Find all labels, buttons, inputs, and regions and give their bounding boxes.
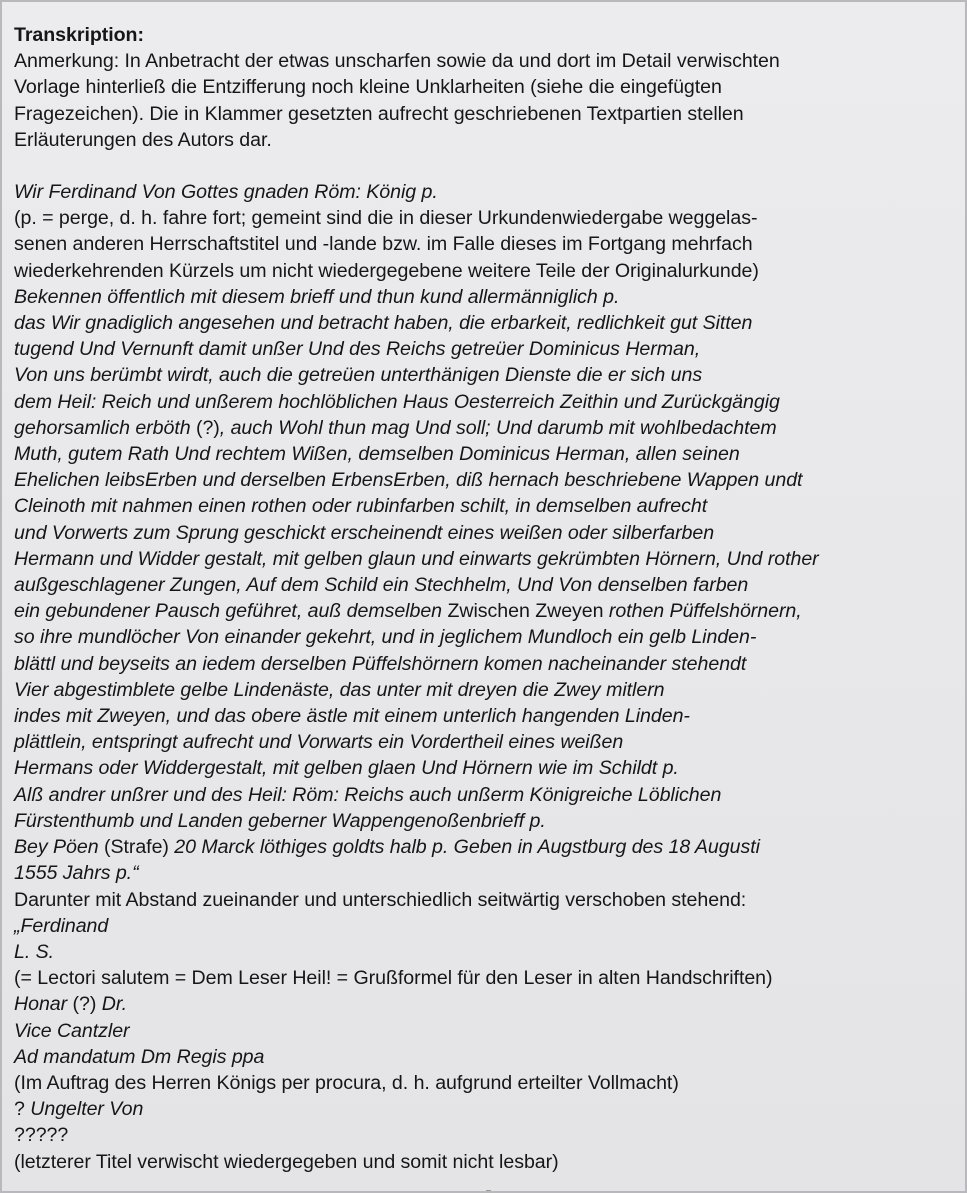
document-line: Cleinoth mit nahmen einen rothen oder rubinfarben schilt, in demselben aufrecht — [14, 495, 708, 518]
uncertainty-mark: (?) — [195, 416, 220, 439]
signature-segment: Dr. — [96, 993, 127, 1016]
note-line: Fragezeichen). Die in Klammer gesetzten aufrecht geschriebenen Textpartien stellen — [14, 102, 744, 125]
illegible-title: ????? — [14, 1124, 69, 1147]
document-line: blättl und beyseits an iedem derselben Püffelshörnern komen nacheinander stehendt — [14, 652, 747, 675]
document-line: dem Heil: Reich und unßerem hochlöblichen Haus Oesterreich Zeithin und Zurückgängig — [14, 390, 780, 413]
document-line: Alß andrer unßrer und des Heil: Röm: Reichs auch unßerm Königreiche Löblichen — [14, 783, 722, 806]
scan-speck — [486, 1190, 491, 1191]
document-segment: rothen Püffelshörnern, — [603, 600, 802, 623]
uncertainty-mark: ? — [14, 1098, 31, 1121]
seal-abbreviation: L. S. — [14, 940, 55, 963]
document-line — [14, 598, 964, 624]
document-line: Ehelichen leibsErben und derselben ErbensErben, diß hernach beschriebene Wappen undt — [14, 469, 803, 492]
signature-segment: Honar — [14, 993, 73, 1016]
document-line: tugend Und Vernunft damit unßer Und des Reichs getreüer Dominicus Herman, — [14, 338, 701, 361]
document-segment: 20 Marck löthiges goldts halb p. Geben in Augstburg des 18 Augusti — [168, 836, 760, 859]
document-line — [14, 415, 964, 441]
document-segment: Bey Pöen — [14, 836, 104, 859]
document-line: Wir Ferdinand Von Gottes gnaden Röm: König p. — [14, 181, 438, 204]
explanation-segment: (Strafe) — [103, 836, 169, 859]
document-line: das Wir gnadiglich angesehen und betracht haben, die erbarkeit, redlichkeit gut Sitten — [14, 312, 753, 335]
explanation-line: wiederkehrenden Kürzels um nicht wiedergegebene weitere Teile der Originalurkunde) — [14, 259, 759, 282]
transcription-text — [14, 22, 964, 1175]
page-title: Transkription: — [14, 24, 144, 46]
document-line: Von uns berümbt wirdt, auch die getreüen unterthänigen Dienste die er sich uns — [14, 364, 703, 387]
document-line: Fürstenthumb und Landen geberner Wappengenoßenbrieff p. — [14, 809, 546, 832]
final-explanation: (letzterer Titel verwischt wiedergegeben und somit nicht lesbar) — [14, 1150, 559, 1173]
document-line: Hermans oder Widdergestalt, mit gelben glaen Und Hörnern wie im Schildt p. — [14, 757, 679, 780]
signature-segment: Ungelter Von — [30, 1098, 144, 1121]
note-line: Vorlage hinterließ die Entzifferung noch kleine Unklarheiten (siehe die eingefügten — [14, 76, 722, 99]
document-line: indes mit Zweyen, und das obere ästle mit einem unterlich hangenden Linden- — [14, 705, 690, 728]
explanation-line: (p. = perge, d. h. fahre fort; gemeint sind die in dieser Urkundenwiedergabe weggelas- — [14, 207, 758, 230]
mandatum-explanation: (Im Auftrag des Herren Königs per procura, d. h. aufgrund erteilter Vollmacht) — [14, 1071, 679, 1094]
paragraph-gap — [14, 153, 964, 179]
signature-intro: Darunter mit Abstand zueinander und unterschiedlich seitwärtig verschoben stehend: — [14, 888, 747, 911]
note-line: Erläuterungen des Autors dar. — [14, 128, 272, 151]
uncertainty-mark: (?) — [72, 993, 97, 1016]
signature-vice-chancellor: Vice Cantzler — [14, 1019, 130, 1042]
document-line: außgeschlagener Zungen, Auf dem Schild ein Stechhelm, Und Von denselben farben — [14, 574, 749, 597]
document-segment: , auch Wohl thun mag Und soll; Und darumb mit wohlbedachtem — [219, 416, 777, 439]
document-line: plättlein, entspringt aufrecht und Vorwarts ein Vordertheil eines weißen — [14, 731, 624, 754]
signature-ferdinand: „Ferdinand — [14, 914, 109, 937]
document-line: so ihre mundlöcher Von einander gekehrt, und in jeglichem Mundloch ein gelb Linden- — [14, 626, 757, 649]
document-line: Muth, gutem Rath Und rechtem Wißen, demselben Dominicus Herman, allen seinen — [14, 443, 740, 466]
document-line: Vier abgestimblete gelbe Lindenäste, das unter mit dreyen die Zwey mitlern — [14, 678, 665, 701]
signature-honar — [14, 991, 964, 1017]
document-line — [14, 834, 964, 860]
document-line: Bekennen öffentlich mit diesem brieff und thun kund allermänniglich p. — [14, 285, 620, 308]
document-segment: gehorsamlich erböth — [14, 416, 196, 439]
document-line: und Vorwerts zum Sprung geschickt erscheinendt eines weißen oder silberfarben — [14, 521, 715, 544]
seal-explanation: (= Lectori salutem = Dem Leser Heil! = Grußformel für den Leser in alten Handschriften) — [14, 967, 773, 990]
note-line: Anmerkung: In Anbetracht der etwas unscharfen sowie da und dort im Detail verwischten — [14, 50, 780, 73]
upright-segment: Zwischen Zweyen — [447, 600, 604, 623]
signature-ungelter — [14, 1096, 964, 1122]
document-line: Hermann und Widder gestalt, mit gelben glaun und einwarts gekrümbten Hörnern, Und rother — [14, 547, 819, 570]
explanation-line: senen anderen Herrschaftstitel und -lande bzw. im Falle dieses im Fortgang mehrfach — [14, 233, 753, 256]
document-line: 1555 Jahrs p.“ — [14, 862, 139, 885]
signature-mandatum: Ad mandatum Dm Regis ppa — [14, 1045, 265, 1068]
document-segment: ein gebundener Pausch geführet, auß demselben — [14, 600, 448, 623]
